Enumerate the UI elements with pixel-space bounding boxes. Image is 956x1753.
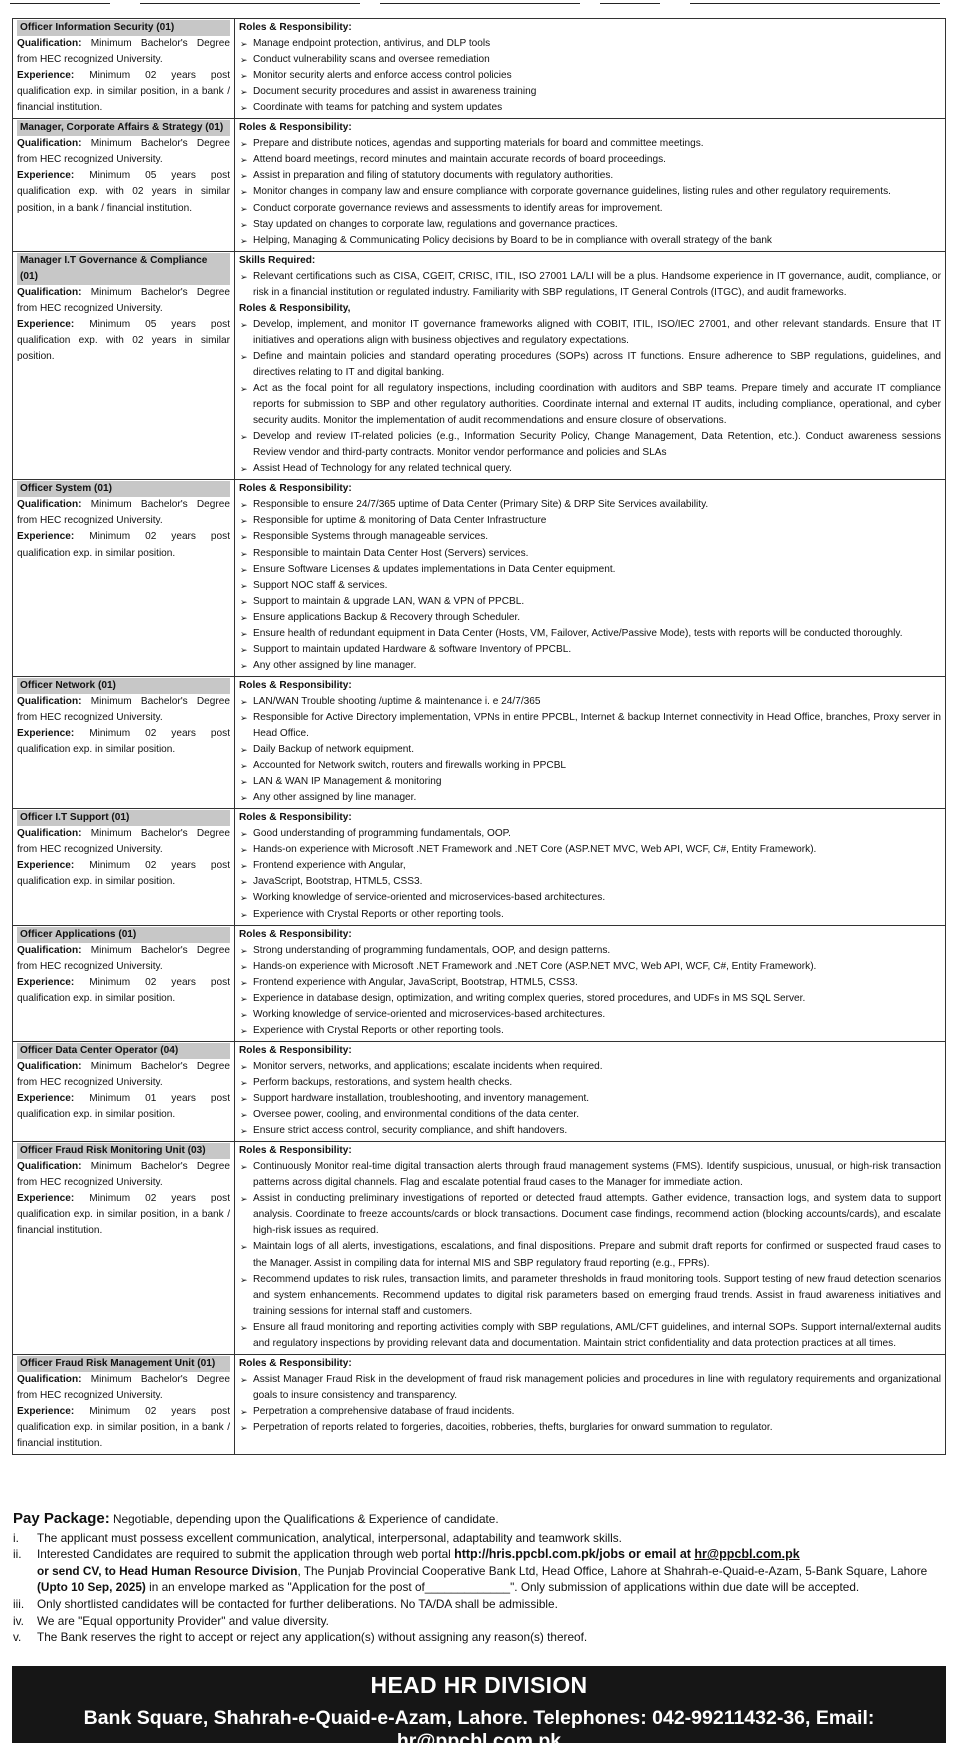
position-row <box>13 251 946 480</box>
qualification-label: Qualification: <box>17 286 82 298</box>
note-text: The Bank reserves the right to accept or reject any application(s) without assigning any reason(s) thereof. <box>37 1630 588 1645</box>
qualification-block <box>17 694 230 726</box>
note-text: The applicant must possess excellent communication, analytical, interpersonal, adaptability and teamwork skills. <box>37 1530 622 1545</box>
duty-item: ➢ Oversee power, cooling, and environmental conditions of the data center. <box>239 1107 941 1123</box>
qualification-label: Qualification: <box>17 499 82 511</box>
qualification-block <box>17 285 230 317</box>
position-duties-cell <box>235 119 946 251</box>
note-text: in an envelope marked as "Application for the post of_____________". Only submission of applications within due date will be accepted. <box>145 1580 860 1595</box>
duty-list <box>239 36 941 116</box>
qualification-label: Qualification: <box>17 828 82 840</box>
note-item <box>13 1546 933 1596</box>
note-text: We are "Equal opportunity Provider" and value diversity. <box>37 1613 329 1628</box>
qualification-block <box>17 36 230 68</box>
position-row <box>13 1354 946 1454</box>
duty-item: ➢ Ensure applications Backup & Recovery through Scheduler. <box>239 610 941 626</box>
position-title: Officer Information Security (01) <box>17 20 230 36</box>
duty-item: ➢ Responsible Systems through manageable services. <box>239 529 941 545</box>
position-row <box>13 19 946 119</box>
position-title: Officer Data Center Operator (04) <box>17 1043 230 1059</box>
duty-item: ➢ Any other assigned by line manager. <box>239 790 941 806</box>
position-title: Officer Applications (01) <box>17 927 230 943</box>
top-border-fragments <box>0 0 956 6</box>
qualification-text: Minimum Bachelor's Degree from HEC recognized University. <box>17 1060 230 1088</box>
experience-text: Minimum 01 years post qualification exp. in similar position. <box>17 1093 230 1121</box>
experience-block <box>17 1091 230 1123</box>
experience-label: Experience: <box>17 1093 75 1105</box>
duty-item: ➢ LAN/WAN Trouble shooting /uptime & maintenance i. e 24/7/365 <box>239 694 941 710</box>
duty-item: ➢ Ensure all fraud monitoring and reporting activities comply with SBP regulations, AML/CFT guidelines, and internal SOPs. Support internal/external audits and regulatory inspections by providing relevant data and documentation. Maintain strict confidentiality and data protection practices at all times. <box>239 1320 941 1352</box>
position-title: Manager I.T Governance & Compliance (01) <box>17 253 230 285</box>
experience-block <box>17 529 230 561</box>
duty-item: ➢ Manage endpoint protection, antivirus, and DLP tools <box>239 36 941 52</box>
duty-list <box>239 1159 941 1352</box>
qualification-text: Minimum Bachelor's Degree from HEC recognized University. <box>17 1161 230 1189</box>
position-title: Officer Fraud Risk Management Unit (01) <box>17 1356 230 1372</box>
note-number: iv. <box>13 1613 24 1628</box>
experience-block <box>17 726 230 758</box>
pay-package-text: Negotiable, depending upon the Qualifications & Experience of candidate. <box>109 1512 499 1526</box>
experience-label: Experience: <box>17 1193 75 1205</box>
pay-package-title: Pay Package: <box>13 1510 110 1527</box>
position-duties-cell <box>235 1142 946 1355</box>
position-title: Officer I.T Support (01) <box>17 810 230 826</box>
note-item <box>13 1613 933 1630</box>
note-text: , The Punjab Provincial Cooperative Bank Ltd, Head Office, Lahore at Shahrah-e-Quaid-e-Azam, 5-Bank Square, Lahore <box>297 1563 928 1578</box>
position-title: Officer Fraud Risk Monitoring Unit (03) <box>17 1143 230 1159</box>
section-heading: Roles & Responsibility: <box>239 1357 352 1369</box>
section-heading: Roles & Responsibility, <box>239 302 351 314</box>
position-requirements-cell <box>13 19 235 119</box>
qualification-text: Minimum Bachelor's Degree from HEC recognized University. <box>17 499 230 527</box>
position-row <box>13 119 946 251</box>
duty-item: ➢ Responsible for uptime & monitoring of Data Center Infrastructure <box>239 513 941 529</box>
position-title: Manager, Corporate Affairs & Strategy (01) <box>17 120 230 136</box>
duty-item: ➢ Good understanding of programming fundamentals, OOP. <box>239 826 941 842</box>
deadline-text: (Upto 10 Sep, 2025) <box>37 1580 146 1595</box>
experience-label: Experience: <box>17 728 75 740</box>
job-positions-table <box>12 18 946 1455</box>
experience-text: Minimum 05 years post qualification exp. with 02 years in similar position. <box>17 318 230 362</box>
position-duties-cell <box>235 19 946 119</box>
footer-notes <box>13 1511 933 1646</box>
duty-item: ➢ Frontend experience with Angular, JavaScript, Bootstrap, HTML5, CSS3. <box>239 975 941 991</box>
email-link[interactable]: hr@ppcbl.com.pk <box>694 1547 800 1562</box>
pay-package-line <box>13 1511 933 1528</box>
duty-item: ➢ Responsible for Active Directory implementation, VPNs in entire PPCBL, Internet & backup Internet connectivity in Head Office, branches, Proxy server in Head Office. <box>239 710 941 742</box>
duty-item: ➢ Define and maintain policies and standard operating procedures (SOPs) across IT functions. Ensure adherence to SBP regulations, guidelines, and directives relating to IT and digital banking. <box>239 349 941 381</box>
section-heading: Skills Required: <box>239 254 316 266</box>
duty-item: ➢ Monitor security alerts and enforce access control policies <box>239 68 941 84</box>
duty-item: ➢ Document security procedures and assist in awareness training <box>239 84 941 100</box>
position-duties-cell <box>235 676 946 808</box>
section-heading: Roles & Responsibility: <box>239 483 352 495</box>
position-requirements-cell <box>13 251 235 480</box>
position-duties-cell <box>235 251 946 480</box>
position-requirements-cell <box>13 1041 235 1141</box>
note-item <box>13 1629 933 1646</box>
qualification-text: Minimum Bachelor's Degree from HEC recognized University. <box>17 138 230 166</box>
experience-block <box>17 317 230 365</box>
note-number: ii. <box>13 1547 22 1562</box>
duty-item: ➢ Continuously Monitor real-time digital transaction alerts through fraud management systems (FMS). Identify suspicious, unusual, or high-risk transaction patterns across digital channels. Flag and escalate potential fraud cases to the Manager for immediate action. <box>239 1159 941 1191</box>
qualification-label: Qualification: <box>17 138 82 150</box>
experience-label: Experience: <box>17 170 75 182</box>
experience-text: Minimum 02 years post qualification exp. in similar position, in a bank / financial institution. <box>17 1405 230 1450</box>
duty-item: ➢ Daily Backup of network equipment. <box>239 742 941 758</box>
duty-item: ➢ Ensure health of redundant equipment in Data Center (Hosts, VM, Failover, Active/Passive Mode), tests with reports will be conducted thoroughly. <box>239 626 941 642</box>
duty-item: ➢ JavaScript, Bootstrap, HTML5, CSS3. <box>239 874 941 890</box>
duty-item: ➢ Any other assigned by line manager. <box>239 658 941 674</box>
duty-item: ➢ LAN & WAN IP Management & monitoring <box>239 774 941 790</box>
duty-list <box>239 694 941 806</box>
duty-item: ➢ Attend board meetings, record minutes and maintain accurate records of board proceedings. <box>239 152 941 168</box>
duty-item: ➢ Experience in database design, optimization, and writing complex queries, stored procedures, and UDFs in MS SQL Server. <box>239 991 941 1007</box>
qualification-block <box>17 1372 230 1404</box>
duty-item: ➢ Perform backups, restorations, and system health checks. <box>239 1075 941 1091</box>
note-number: v. <box>13 1630 22 1645</box>
duty-item: ➢ Strong understanding of programming fundamentals, OOP, and design patterns. <box>239 943 941 959</box>
section-heading: Roles & Responsibility: <box>239 1044 352 1056</box>
note-text: or send CV, to Head Human Resource Division <box>37 1563 298 1578</box>
experience-label: Experience: <box>17 318 75 330</box>
position-duties-cell <box>235 1041 946 1141</box>
experience-block <box>17 858 230 890</box>
duty-item: ➢ Support hardware installation, troubleshooting, and inventory management. <box>239 1091 941 1107</box>
duty-item: ➢ Hands-on experience with Microsoft .NET Framework and .NET Core (ASP.NET MVC, Web API, WCF, C#, Entity Framework). <box>239 959 941 975</box>
experience-label: Experience: <box>17 976 75 988</box>
qualification-text: Minimum Bachelor's Degree from HEC recognized University. <box>17 828 230 856</box>
note-text: or email at <box>624 1547 695 1562</box>
duty-item: ➢ Responsible to maintain Data Center Host (Servers) services. <box>239 546 941 562</box>
duty-item: ➢ Perpetration of reports related to forgeries, dacoities, robberies, thefts, burglaries for onward summation to regulator. <box>239 1420 941 1436</box>
qualification-block <box>17 943 230 975</box>
position-requirements-cell <box>13 1354 235 1454</box>
duty-item: ➢ Hands-on experience with Microsoft .NET Framework and .NET Core (ASP.NET MVC, Web API, WCF, C#, Entity Framework). <box>239 842 941 858</box>
note-number: i. <box>13 1530 19 1545</box>
section-heading: Roles & Responsibility: <box>239 679 352 691</box>
duty-item: ➢ Assist Manager Fraud Risk in the development of fraud risk management policies and procedures in line with regulatory requirements and organizational goals to insure consistency and transparency. <box>239 1372 941 1404</box>
duty-item: ➢ Helping, Managing & Communicating Policy decisions by Board to be in compliance with overall strategy of the bank <box>239 233 941 249</box>
banner-address: Bank Square, Shahrah-e-Quaid-e-Azam, Lahore. Telephones: 042-99211432-36, Email: hr@ppcbl.com.pk <box>83 1707 875 1752</box>
duty-item: ➢ Develop, implement, and monitor IT governance frameworks aligned with COBIT, ITIL, ISO/IEC 27001, and other relevant standards. Ensure that IT initiatives and operations align with business objectives and regulatory expectations. <box>239 317 941 349</box>
section-heading: Roles & Responsibility: <box>239 1145 352 1157</box>
duty-list <box>239 943 941 1039</box>
experience-block <box>17 68 230 116</box>
position-requirements-cell <box>13 480 235 677</box>
note-text: Interested Candidates are required to submit the application through web portal <box>37 1547 455 1562</box>
position-row <box>13 1041 946 1141</box>
experience-label: Experience: <box>17 1405 75 1417</box>
duty-item: ➢ Ensure Software Licenses & updates implementations in Data Center equipment. <box>239 562 941 578</box>
section-heading: Roles & Responsibility: <box>239 812 352 824</box>
duty-list <box>239 269 941 301</box>
duty-item: ➢ Support NOC staff & services. <box>239 578 941 594</box>
experience-label: Experience: <box>17 860 75 872</box>
duty-list <box>239 317 941 477</box>
duty-list <box>239 1372 941 1436</box>
qualification-block <box>17 826 230 858</box>
duty-item: ➢ Develop and review IT-related policies (e.g., Information Security Policy, Change Management, Data Retention, etc.). Conduct awareness sessions Review vendor and third-party contracts. Monitor vendor performance and policies and SLAs <box>239 429 941 461</box>
duty-item: ➢ Act as the focal point for all regulatory inspections, including coordination with auditors and SBP teams. Prepare timely and accurate IT compliance reports for submission to SBP and other regulatory authorities. Coordinate internal and external IT audits, including compliance, operational, and cyber security audits. Monitor the implementation of audit recommendations and ensure closure of observations. <box>239 381 941 429</box>
duty-item: ➢ Coordinate with teams for patching and system updates <box>239 100 941 116</box>
duty-item: ➢ Recommend updates to risk rules, transaction limits, and parameter thresholds in fraud monitoring tools. Support testing of new fraud detection scenarios and system enhancements. Recommend updates to digital risk parameters based on emerging fraud trends. Assist in fraud awareness initiatives and training sessions for internal staff and customers. <box>239 1272 941 1320</box>
experience-block <box>17 1404 230 1452</box>
qualification-text: Minimum Bachelor's Degree from HEC recognized University. <box>17 944 230 972</box>
position-row <box>13 809 946 925</box>
duty-item: ➢ Conduct vulnerability scans and oversee remediation <box>239 52 941 68</box>
duty-item: ➢ Conduct corporate governance reviews and assessments to identify areas for improvement. <box>239 201 941 217</box>
position-requirements-cell <box>13 1142 235 1355</box>
duty-item: ➢ Relevant certifications such as CISA, CGEIT, CRISC, ITIL, ISO 27001 LA/LI will be a plus. Handsome experience in IT governance, audit, compliance, or risk in a financial institution or regulated industry. Familiarity with SBP regulations, IT General Controls (ITGC), and audit frameworks. <box>239 269 941 301</box>
position-duties-cell <box>235 925 946 1041</box>
duty-item: ➢ Support to maintain updated Hardware & software Inventory of PPCBL. <box>239 642 941 658</box>
position-title: Officer Network (01) <box>17 678 230 694</box>
duty-item: ➢ Ensure strict access control, security compliance, and shift handovers. <box>239 1123 941 1139</box>
qualification-block <box>17 497 230 529</box>
qualification-label: Qualification: <box>17 38 82 50</box>
duty-list <box>239 1059 941 1139</box>
note-number: iii. <box>13 1596 25 1611</box>
experience-text: Minimum 02 years post qualification exp. in similar position. <box>17 531 230 559</box>
duty-item: ➢ Assist Head of Technology for any related technical query. <box>239 461 941 477</box>
qualification-label: Qualification: <box>17 1161 82 1173</box>
duty-item: ➢ Accounted for Network switch, routers and firewalls working in PPCBL <box>239 758 941 774</box>
duty-item: ➢ Prepare and distribute notices, agendas and supporting materials for board and committee meetings. <box>239 136 941 152</box>
position-duties-cell <box>235 1354 946 1454</box>
position-requirements-cell <box>13 119 235 251</box>
position-row <box>13 1142 946 1355</box>
position-requirements-cell <box>13 809 235 925</box>
position-duties-cell <box>235 480 946 677</box>
duty-list <box>239 497 941 674</box>
duty-item: ➢ Perpetration a comprehensive database of fraud incidents. <box>239 1404 941 1420</box>
note-text: Only shortlisted candidates will be contacted for further deliberations. No TA/DA shall be admissible. <box>37 1596 558 1611</box>
position-row <box>13 480 946 677</box>
hr-division-banner <box>12 1666 946 1752</box>
section-heading: Roles & Responsibility: <box>239 928 352 940</box>
duty-item: ➢ Assist in preparation and filing of statutory documents with regulatory authorities. <box>239 168 941 184</box>
qualification-block <box>17 136 230 168</box>
duty-list <box>239 136 941 248</box>
notes-list <box>13 1530 933 1646</box>
qualification-text: Minimum Bachelor's Degree from HEC recognized University. <box>17 1373 230 1401</box>
section-heading: Roles & Responsibility: <box>239 122 352 134</box>
qualification-label: Qualification: <box>17 944 82 956</box>
qualification-block <box>17 1159 230 1191</box>
duty-list <box>239 826 941 922</box>
position-title: Officer System (01) <box>17 481 230 497</box>
web-portal-link[interactable]: http://hris.ppcbl.com.pk/jobs <box>454 1547 625 1562</box>
qualification-text: Minimum Bachelor's Degree from HEC recognized University. <box>17 38 230 66</box>
duty-item: ➢ Frontend experience with Angular, <box>239 858 941 874</box>
duty-item: ➢ Support to maintain & upgrade LAN, WAN & VPN of PPCBL. <box>239 594 941 610</box>
experience-text: Minimum 02 years post qualification exp. in similar position, in a bank / financial institution. <box>17 70 230 114</box>
qualification-label: Qualification: <box>17 695 82 707</box>
experience-text: Minimum 02 years post qualification exp. in similar position. <box>17 728 230 756</box>
experience-label: Experience: <box>17 70 75 82</box>
experience-block <box>17 975 230 1007</box>
duty-item: ➢ Maintain logs of all alerts, investigations, escalations, and final dispositions. Prepare and submit draft reports for confirmed or suspected fraud cases to the Manager. Assist in compiling data for internal MIS and SBP regulatory fraud reporting (e.g., FPRs). <box>239 1239 941 1271</box>
duty-item: ➢ Experience with Crystal Reports or other reporting tools. <box>239 907 941 923</box>
duty-item: ➢ Working knowledge of service-oriented and microservices-based architectures. <box>239 1007 941 1023</box>
qualification-block <box>17 1059 230 1091</box>
experience-text: Minimum 02 years post qualification exp. in similar position, in a bank / financial institution. <box>17 1193 230 1237</box>
duty-item: ➢ Experience with Crystal Reports or other reporting tools. <box>239 1023 941 1039</box>
duty-item: ➢ Working knowledge of service-oriented and microservices-based architectures. <box>239 890 941 906</box>
experience-text: Minimum 02 years post qualification exp. in similar position. <box>17 860 230 888</box>
duty-item: ➢ Assist in conducting preliminary investigations of reported or detected fraud attempts. Gather evidence, transaction logs, and system data to support analysis. Coordinate to freeze accounts/cards or block transactions. Document case findings, recommend action (blocking accounts/cards), and escalate high-risk issues as required. <box>239 1191 941 1239</box>
note-item <box>13 1596 933 1613</box>
section-heading: Roles & Responsibility: <box>239 22 352 33</box>
note-item <box>13 1530 933 1547</box>
experience-block <box>17 168 230 216</box>
experience-label: Experience: <box>17 531 75 543</box>
qualification-text: Minimum Bachelor's Degree from HEC recognized University. <box>17 286 230 314</box>
duty-item: ➢ Monitor changes in company law and ensure compliance with corporate governance guidelines, listing rules and other regulatory requirements. <box>239 184 941 200</box>
position-requirements-cell <box>13 676 235 808</box>
position-requirements-cell <box>13 925 235 1041</box>
experience-block <box>17 1191 230 1239</box>
position-row <box>13 676 946 808</box>
experience-text: Minimum 02 years post qualification exp. in similar position. <box>17 976 230 1004</box>
position-duties-cell <box>235 809 946 925</box>
duty-item: ➢ Stay updated on changes to corporate law, regulations and governance practices. <box>239 217 941 233</box>
banner-title: HEAD HR DIVISION <box>370 1672 588 1698</box>
duty-item: ➢ Monitor servers, networks, and applications; escalate incidents when required. <box>239 1059 941 1075</box>
duty-item: ➢ Responsible to ensure 24/7/365 uptime of Data Center (Primary Site) & DRP Site Services availability. <box>239 497 941 513</box>
experience-text: Minimum 05 years post qualification exp. with 02 years in similar position, in a bank / financial institution. <box>17 170 230 214</box>
position-row <box>13 925 946 1041</box>
qualification-text: Minimum Bachelor's Degree from HEC recognized University. <box>17 695 230 723</box>
qualification-label: Qualification: <box>17 1060 82 1072</box>
qualification-label: Qualification: <box>17 1373 82 1385</box>
